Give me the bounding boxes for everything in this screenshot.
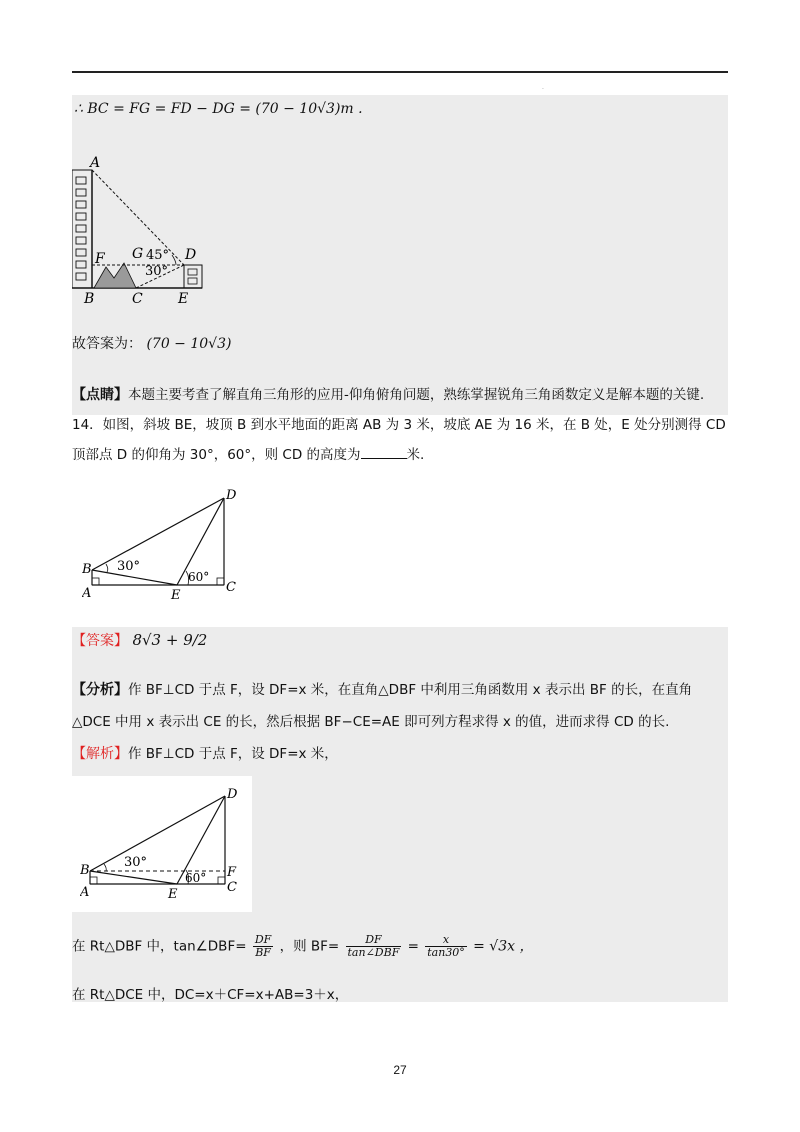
figure-building-hill [72, 155, 232, 305]
fig2-label-d: D [226, 488, 237, 503]
fig1-label-b: B [84, 291, 95, 305]
page-number: 27 [393, 1063, 407, 1077]
fig1-label-c: C [132, 291, 143, 305]
fig3-label-f: F [227, 865, 237, 880]
fig3-label-d: D [227, 787, 238, 802]
bc-equation: ∴ BC = FG = FD − DG = (70 − 10√3)m . [74, 101, 363, 117]
fig1-label-d: D [185, 247, 197, 263]
fig2-label-c: C [226, 580, 236, 595]
fraction-x-tan30: $\frac{x}{\tan 30^\circ}$ [427, 933, 465, 959]
fig1-label-a: A [90, 155, 101, 171]
tan-equation: 在 Rt△DBF 中，tan∠DBF= $\frac{DF}{BF}$ ，则 BF= $\frac{DF}{\text{tan∠DBF}}$ = $\frac{x}{\tan 30^\circ}$ = √3x ， [72, 933, 534, 959]
fig3-angle-30: 30° [124, 855, 148, 870]
answer-blank [361, 446, 407, 459]
solution-line: 【解析】作 BF⊥CD 于点 F，设 DF=x 米， [72, 746, 338, 762]
fig3-angle-60: 60° [185, 871, 207, 885]
fig2-angle-30: 30° [117, 559, 141, 574]
fig2-angle-60: 60° [188, 570, 210, 584]
q14-line1: 14．如图，斜坡 BE，坡顶 B 到水平地面的距离 AB 为 3 米，坡底 AE 为 16 米，在 B 处，E 处分别测得 CD [72, 417, 726, 433]
fig1-label-e: E [178, 291, 189, 305]
q14-line2: 顶部点 D 的仰角为 30°，60°，则 CD 的高度为 米. [72, 447, 425, 463]
fig3-label-a: A [80, 885, 90, 900]
figure-slope-tower-with-f [80, 784, 250, 904]
fig1-label-g: G [132, 246, 144, 262]
answer-result: 【答案】 8√3 + 9/2 [72, 631, 208, 649]
fig1-angle-30: 30° [145, 264, 169, 279]
fig3-label-e: E [168, 887, 178, 902]
fig2-label-b: B [82, 562, 92, 577]
fig2-label-a: A [82, 586, 92, 601]
fig1-label-f: F [95, 251, 105, 267]
analysis-line2: △DCE 中用 x 表示出 CE 的长，然后根据 BF−CE=AE 即可列方程求得 x 的值，进而求得 CD 的长. [72, 714, 670, 730]
analysis-line1: 【分析】作 BF⊥CD 于点 F，设 DF=x 米，在直角△DBF 中利用三角函数用 x 表示出 BF 的长，在直角 [72, 682, 693, 698]
fraction-df-tan: $\frac{DF}{\text{tan∠DBF}}$ [347, 933, 400, 959]
header-dot: . [542, 84, 544, 91]
fig2-label-e: E [171, 588, 181, 603]
fig1-angle-45: 45° [146, 248, 170, 263]
comment-line: 【点睛】本题主要考查了解直角三角形的应用-仰角俯角问题，熟练掌握锐角三角函数定义是解本题的关键. [72, 387, 705, 403]
fraction-df-bf: $\frac{DF}{BF}$ [254, 933, 272, 959]
answer-line: 故答案为： (70 − 10√3) [72, 336, 232, 352]
figure-slope-tower [82, 485, 252, 605]
dc-equation: 在 Rt△DCE 中，DC=x＋CF=x+AB=3＋x， [72, 987, 349, 1003]
fig3-label-b: B [80, 863, 90, 878]
fig3-label-c: C [227, 880, 237, 895]
header-rule [72, 71, 728, 73]
